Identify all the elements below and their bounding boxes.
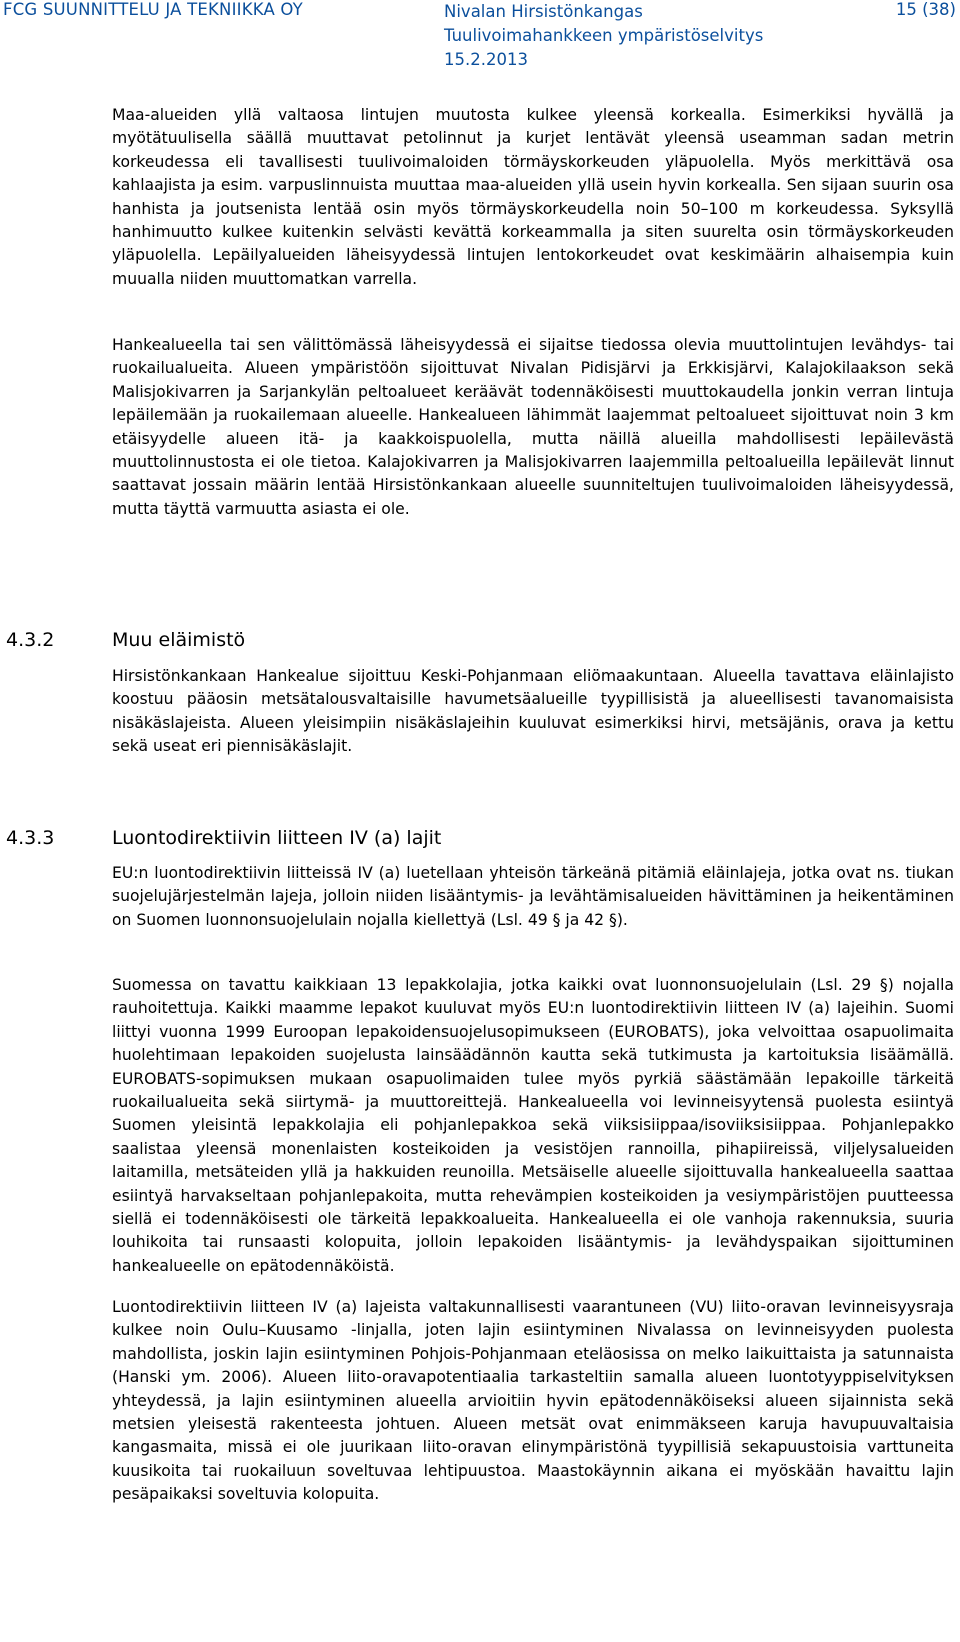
paragraph-bird-migration-altitude: Maa-alueiden yllä valtaosa lintujen muutosta kulkee yleensä korkealla. Esimerkiksi hyvällä ja myötätuulisella säällä muuttavat petolinnut ja kurjet lentävät yleensä useamman sadan metrin korkeudessa eli tavallisesti tuulivoimaloiden törmäyskorkeuden yläpuolella. Myös merkittävä osa kahlaajista ja esim. varpuslinnuista muuttaa maa-alueiden yllä usein hyvin korkealla. Sen sijaan suurin osa hanhista ja joutsenista lentää osin myös törmäyskorkeudella noin 50–100 m korkeudessa. Syksyllä hanhimuutto kulkee kuitenkin selvästi kevättä korkeammalla ja siten suurelta osin törmäyskorkeuden yläpuolella. Lepäilyalueiden läheisyydessä lintujen lentokorkeudet ovat keskimäärin alhaisempia kuin muualla niiden muuttomatkan varrella. — [112, 106, 954, 288]
section-number: 4.3.3 — [6, 827, 55, 849]
section-heading-4-3-2 — [6, 628, 245, 652]
page-header — [0, 0, 960, 68]
paragraph-habitats-directive: EU:n luontodirektiivin liitteissä IV (a) luetellaan yhteisön tärkeänä pitämiä eläinlajeja, jotka ovat ns. tiukan suojelujärjestelmän lajeja, jolloin niiden lisääntymis- ja levähtämisalueiden hävittäminen ja heikentäminen on Suomen luonnonsuojelulain nojalla kiellettyä (Lsl. 49 § ja 42 §). — [112, 864, 954, 929]
project-location: Nivalan Hirsistönkangas — [444, 2, 643, 21]
project-title: Tuulivoimahankkeen ympäristöselvitys — [444, 26, 764, 45]
paragraph-bats: Suomessa on tavattu kaikkiaan 13 lepakkolajia, jotka kaikki ovat luonnonsuojelulain (Lsl. 29 §) nojalla rauhoitettuja. Kaikki maamme lepakot kuuluvat myös EU:n luontodirektiivin liitteen IV (a) lajeihin. Suomi liittyi vuonna 1999 Euroopan lepakoidensuojelusopimukseen (EUROBATS), joka velvoittaa osapuolimaita huolehtimaan lepakoiden suojelusta lainsäädännön kautta sekä tutkimusta ja kartoituksia lisäämällä. EUROBATS-sopimuksen mukaan osapuolimaiden tulee myös pyrkiä säästämään lepakoille tärkeitä ruokailualueita sekä siirtymä- ja muuttoreittejä. Hankealueella voi levinneisyytensä puolesta esiintyä Suomen yleisintä lepakkolajia eli pohjanlepakkoa sekä viiksisiippaa/isoviiksisiippaa. Pohjanlepakko saalistaa yleensä monenlaisten kosteikoiden ja vesistöjen rannoilla, pihapiireissä, viljelysalueiden laitamilla, metsäteiden yllä ja hakkuiden reunoilla. Metsäiselle alueelle sijoittuvalla hankealueella saattaa esiintyä harvakseltaan pohjanlepakoita, mutta rehevämpien kosteikoiden ja vesiympäristöjen puutteessa siellä ei todennäköisesti ole tärkeitä lepakkoalueita. Hankealueella ei ole vanhoja rakennuksia, suuria louhikoita tai runsaasti kolopuita, jolloin lepakoiden lisääntymis- ja levähdyspaikan sijoittuminen hankealueelle on epätodennäköistä. — [112, 976, 954, 1275]
paragraph-flying-squirrel: Luontodirektiivin liitteen IV (a) lajeista valtakunnallisesti vaarantuneen (VU) liito-oravan levinneisyysraja kulkee noin Oulu–Kuusamo -linjalla, joten lajin esiintyminen Nivalassa on levinneisyyden puolesta mahdollista, joskin lajin esiintyminen Pohjois-Pohjanmaan eteläosissa on melko laikuittaista ja satunnaista (Hanski ym. 2006). Alueen liito-oravapotentiaalia tarkasteltiin samalla alueen luontotyyppiselvityksen yhteydessä, ja lajin esiintyminen alueella arvioitiin hyvin epätodennäköiseksi alueen sijainnista sekä metsien yleisestä rakenteesta johtuen. Alueen metsät ovat enimmäkseen karuja havupuuvaltaisia kangasmaita, missä ei ole juurikaan liito-oravan elinympäristönä tyypillisiä sekapuustoisia varttuneita kuusikoita tai ruokailuun soveltuvaa lehtipuustoa. Maastokäynnin aikana ei myöskään havaittu lajin pesäpaikaksi soveltuvia kolopuita. — [112, 1298, 954, 1504]
section-number: 4.3.2 — [6, 629, 55, 651]
document-date: 15.2.2013 — [444, 50, 528, 69]
paragraph-other-fauna: Hirsistönkankaan Hankealue sijoittuu Keski-Pohjanmaan eliömaakuntaan. Alueella tavattava eläinlajisto koostuu pääosin metsätalousvaltaisille havumetsäalueille tyypillisistä ja alueellisesti tavanomaisista nisäkäslajeista. Alueen yleisimpiin nisäkäslajeihin kuuluvat esimerkiksi hirvi, metsäjänis, orava ja kettu sekä useat eri piennisäkäslajit. — [112, 667, 954, 756]
project-info — [444, 0, 763, 72]
section-title: Muu eläimistö — [112, 629, 246, 651]
page-number: 15 (38) — [895, 0, 956, 19]
section-heading-4-3-3 — [6, 826, 441, 850]
company-name: FCG SUUNNITTELU JA TEKNIIKKA OY — [3, 0, 303, 19]
section-title: Luontodirektiivin liitteen IV (a) lajit — [112, 827, 442, 849]
paragraph-resting-areas: Hankealueella tai sen välittömässä läheisyydessä ei sijaitse tiedossa olevia muuttolintujen levähdys- tai ruokailualueita. Alueen ympäristöön sijoittuvat Nivalan Pidisjärvi ja Erkkisjärvi, Kalajokilaakson sekä Malisjokivarren ja Sarjankylän peltoalueet keräävät todennäköisesti muuttokaudella jonkin verran lintuja lepäilemään ja ruokailemaan alueelle. Hankealueen lähimmät laajemmat peltoalueet sijoittuvat noin 3 km etäisyydelle alueen itä- ja kaakkoispuolella, mutta näillä alueilla mahdollisesti lepäilevästä muuttolinnustosta ei ole tietoa. Kalajokivarren ja Malisjokivarren laajemmilla peltoalueilla lepäilevät linnut saattavat jossain määrin lentää Hirsistönkankaan alueelle suunniteltujen tuulivoimaloiden läheisyydessä, mutta täyttä varmuutta asiasta ei ole. — [112, 336, 954, 518]
